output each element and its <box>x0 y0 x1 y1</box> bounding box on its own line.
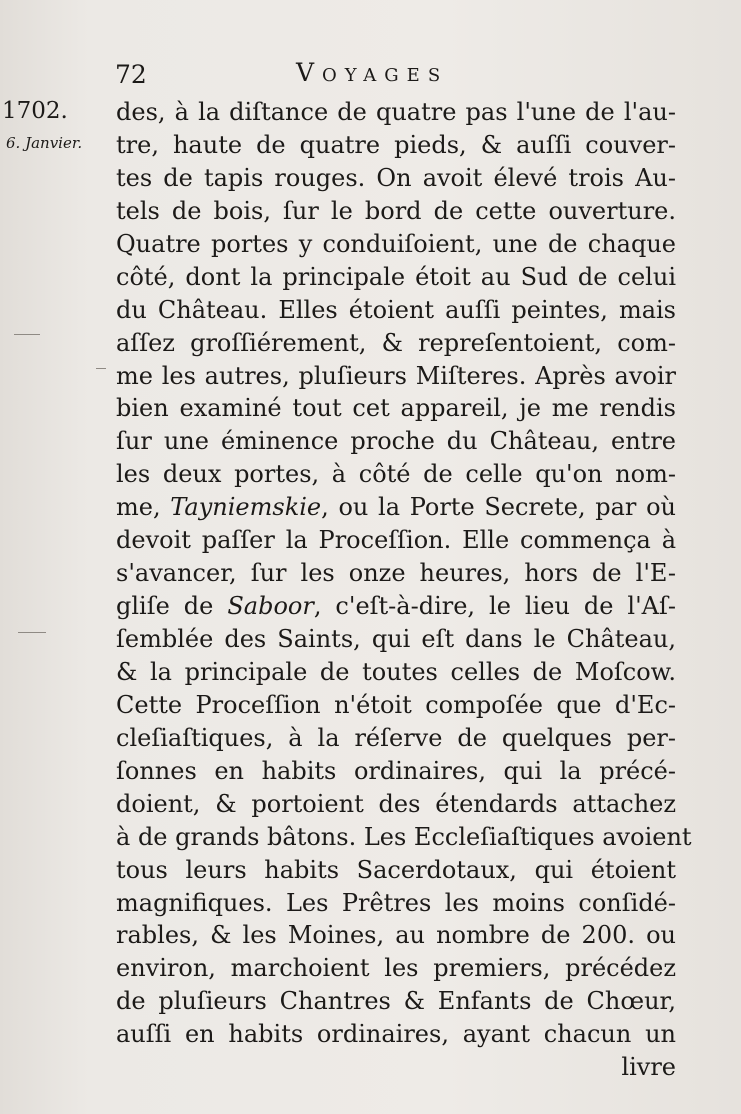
margin-mark-1 <box>14 334 40 335</box>
italic-name: Tayniemskie <box>170 493 322 522</box>
text-line: ſur une éminence proche du Château, entre <box>116 427 676 456</box>
margin-mark-3 <box>18 632 46 633</box>
text-line: du Château. Elles étoient auſſi peintes, mais <box>116 295 676 324</box>
text-line: tre, haute de quatre pieds, & auſſi couver- <box>116 130 676 159</box>
body-text <box>116 96 692 1084</box>
text-line: tels de bois, ſur le bord de cette ouverture. <box>116 196 676 225</box>
text-line: les deux portes, à côté de celle qu'on nom- <box>116 460 676 489</box>
text-line: rables, & les Moines, au nombre de 200. ou <box>116 921 676 950</box>
text-line: des, à la diſtance de quatre pas l'une de l'au- <box>116 98 676 126</box>
text-line: me, Tayniemskie, ou la Porte Secrete, par où <box>116 493 677 522</box>
text-line: de pluſieurs Chantres & Enfants de Chœur, <box>116 987 676 1016</box>
margin-date: 6. Janvier. <box>6 134 83 152</box>
margin-mark-2 <box>96 368 106 369</box>
running-title: Voyages <box>296 58 449 87</box>
text-line: Quatre portes y conduiſoient, une de chaque <box>116 229 676 258</box>
text-line: Cette Proceſſion n'étoit compoſée que d'Ec- <box>116 690 676 719</box>
text-line: magnifiques. Les Prêtres les moins conſidé- <box>116 888 676 917</box>
text-line: à de grands bâtons. Les Eccleſiaſtiques avoient <box>116 822 692 851</box>
text-line: ſonnes en habits ordinaires, qui la précé- <box>116 756 676 785</box>
text-line: ſemblée des Saints, qui eſt dans le Château, <box>116 625 676 653</box>
text-line: cleſiaſtiques, à la réſerve de quelques per- <box>116 723 676 752</box>
text-line: auſſi en habits ordinaires, ayant chacun un <box>116 1020 676 1049</box>
text-line: gliſe de Saboor, c'eſt-à-dire, le lieu de l'Aſ- <box>116 592 677 621</box>
text-line: bien examiné tout cet appareil, je me rendis <box>116 394 676 423</box>
text-line: côté, dont la principale étoit au Sud de celui <box>116 262 676 291</box>
page-number: 72 <box>115 60 147 89</box>
text-line: & la principale de toutes celles de Moſcow. <box>116 657 676 686</box>
text-line: devoit paſſer la Proceſſion. Elle commença à <box>116 526 676 555</box>
text-line: aſſez groſſiérement, & repreſentoient, com- <box>116 328 676 357</box>
catchword: livre <box>621 1053 676 1082</box>
italic-name: Saboor <box>227 592 314 621</box>
text-line: tous leurs habits Sacerdotaux, qui étoient <box>116 855 676 884</box>
text-line: me les autres, pluſieurs Miſteres. Après avoir <box>116 361 676 390</box>
text-line: environ, marchoient les premiers, précédez <box>116 954 676 983</box>
text-line: s'avancer, ſur les onze heures, hors de l'E- <box>116 559 676 588</box>
margin-year: 1702. <box>2 98 68 124</box>
text-line: doient, & portoient des étendards attachez <box>116 789 676 818</box>
text-line: tes de tapis rouges. On avoit élevé trois Au- <box>116 163 676 192</box>
